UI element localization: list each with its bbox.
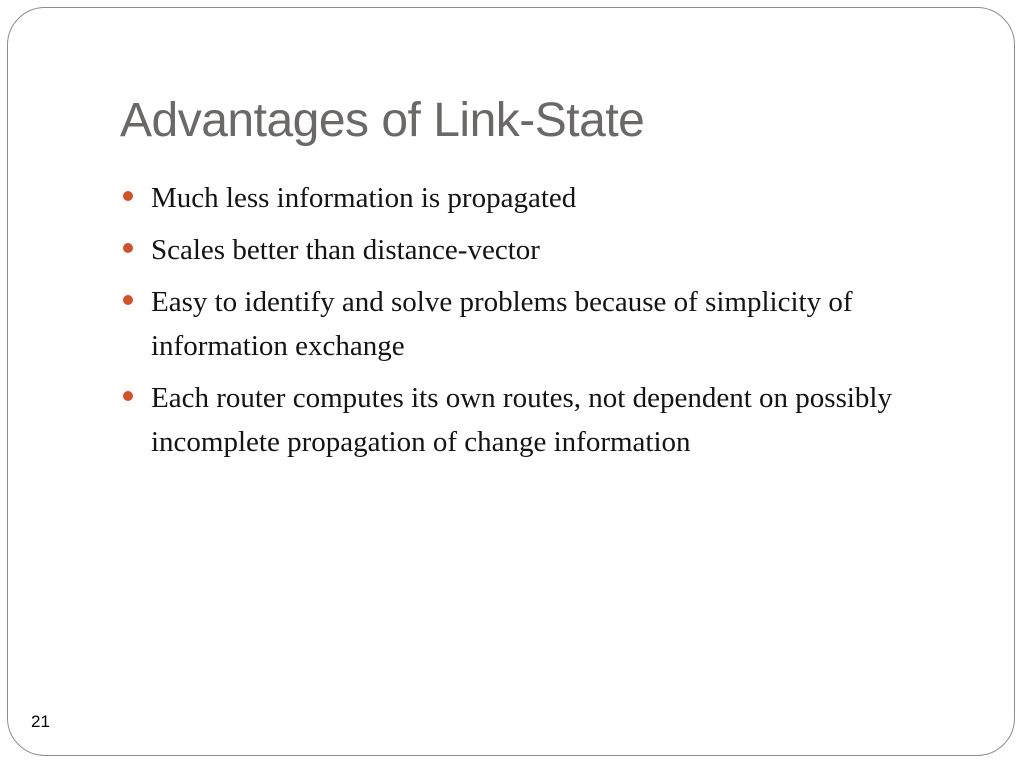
bullet-text: Easy to identify and solve problems because of simplicity of information exchange [151, 286, 853, 362]
bullet-item-4 [123, 376, 953, 464]
bullet-marker-icon [123, 295, 133, 305]
page-number: 21 [31, 712, 50, 731]
bullet-marker-icon [123, 391, 133, 401]
bullet-item-1 [123, 176, 953, 220]
bullet-marker-icon [123, 243, 133, 253]
slide-frame [7, 7, 1015, 756]
bullet-text: Scales better than distance-vector [151, 234, 540, 266]
bullet-item-3 [123, 280, 953, 368]
bullet-list [123, 176, 953, 472]
bullet-marker-icon [123, 191, 133, 201]
bullet-item-2 [123, 228, 953, 272]
slide-title: Advantages of Link-State [120, 94, 645, 147]
bullet-text: Much less information is propagated [151, 182, 577, 214]
bullet-text: Each router computes its own routes, not dependent on possibly incomplete propagation of change information [151, 382, 892, 458]
